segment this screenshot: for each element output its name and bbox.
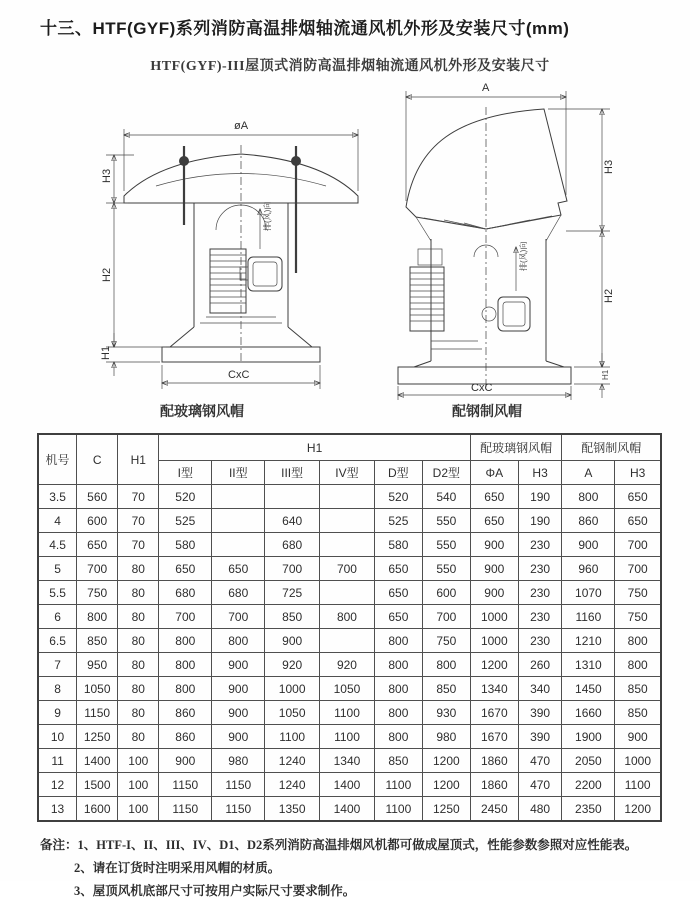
- table-cell: 480: [518, 797, 562, 822]
- table-cell: 700: [615, 557, 661, 581]
- table-cell: [212, 533, 265, 557]
- table-cell: 700: [159, 605, 212, 629]
- table-cell: [320, 533, 375, 557]
- table-cell: 1500: [77, 773, 118, 797]
- note-text: 2、请在订货时注明采用风帽的材质。: [74, 861, 281, 876]
- table-cell: 80: [118, 725, 159, 749]
- column-header-c: C: [77, 434, 118, 485]
- table-cell: 800: [159, 677, 212, 701]
- table-cell: 230: [518, 557, 562, 581]
- dimension-table: [37, 433, 662, 822]
- table-cell: 1000: [470, 629, 518, 653]
- column-header: D2型: [422, 461, 470, 485]
- table-row: [38, 629, 661, 653]
- table-cell: 900: [470, 557, 518, 581]
- column-group-steel-cap: 配钢制风帽: [562, 434, 661, 461]
- table-cell: 1860: [470, 749, 518, 773]
- dimension-H1: [574, 353, 610, 398]
- table-cell: 1660: [562, 701, 615, 725]
- airflow-direction-label: 排(风)向: [263, 201, 272, 231]
- table-cell: 680: [159, 581, 212, 605]
- table-cell: 900: [562, 533, 615, 557]
- table-cell: 1200: [422, 749, 470, 773]
- table-cell: 80: [118, 581, 159, 605]
- table-cell: 4.5: [38, 533, 77, 557]
- dim-label-cxc: CxC: [471, 382, 493, 394]
- table-cell: 1070: [562, 581, 615, 605]
- table-cell: 980: [212, 749, 265, 773]
- column-group-h1: H1: [159, 434, 470, 461]
- dimension-H2: [101, 203, 114, 347]
- table-cell: 1400: [320, 773, 375, 797]
- table-cell: 800: [159, 653, 212, 677]
- table-cell: 7: [38, 653, 77, 677]
- table-cell: 700: [422, 605, 470, 629]
- table-cell: 470: [518, 749, 562, 773]
- table-row: [38, 797, 661, 822]
- table-cell: 525: [159, 509, 212, 533]
- table-cell: 700: [265, 557, 320, 581]
- table-cell: 13: [38, 797, 77, 822]
- table-cell: 800: [374, 725, 422, 749]
- table-cell: 11: [38, 749, 77, 773]
- dim-label-h2: H2: [603, 288, 615, 303]
- table-cell: 1200: [615, 797, 661, 822]
- table-cell: 2450: [470, 797, 518, 822]
- table-header-row-1: [38, 434, 661, 461]
- table-cell: 1150: [212, 773, 265, 797]
- airflow-arrow: [516, 242, 528, 291]
- table-cell: 930: [422, 701, 470, 725]
- table-cell: 850: [265, 605, 320, 629]
- table-cell: 640: [265, 509, 320, 533]
- table-cell: 1100: [320, 701, 375, 725]
- dim-label-h3: H3: [603, 159, 615, 174]
- table-row: [38, 533, 661, 557]
- table-cell: 10: [38, 725, 77, 749]
- table-cell: 900: [212, 653, 265, 677]
- table-cell: 1150: [212, 797, 265, 822]
- table-cell: 960: [562, 557, 615, 581]
- table-cell: 1450: [562, 677, 615, 701]
- table-cell: 1200: [470, 653, 518, 677]
- table-cell: 900: [159, 749, 212, 773]
- table-cell: 190: [518, 509, 562, 533]
- table-cell: 2350: [562, 797, 615, 822]
- table-cell: 1100: [265, 725, 320, 749]
- table-cell: 900: [265, 629, 320, 653]
- dim-label-h3: H3: [101, 168, 113, 183]
- table-cell: 850: [374, 749, 422, 773]
- drawings-area: [0, 77, 700, 429]
- table-cell: 1340: [470, 677, 518, 701]
- column-header: III型: [265, 461, 320, 485]
- table-cell: 950: [77, 653, 118, 677]
- table-cell: 340: [518, 677, 562, 701]
- table-cell: 1310: [562, 653, 615, 677]
- page-subtitle: HTF(GYF)-III屋顶式消防高温排烟轴流通风机外形及安装尺寸: [150, 59, 550, 74]
- table-cell: 540: [422, 485, 470, 509]
- junction-box: [482, 297, 530, 331]
- table-cell: 1250: [77, 725, 118, 749]
- table-cell: 580: [374, 533, 422, 557]
- column-header: H3: [518, 461, 562, 485]
- table-cell: 800: [77, 605, 118, 629]
- table-cell: 750: [615, 581, 661, 605]
- table-row: [38, 557, 661, 581]
- note-text: 1、HTF-I、II、III、IV、D1、D2系列消防高温排烟风机都可做成屋顶式，性能参数参照对应性能表。: [77, 838, 638, 852]
- table-cell: 1050: [265, 701, 320, 725]
- table-cell: 650: [212, 557, 265, 581]
- table-cell: 1400: [320, 797, 375, 822]
- table-cell: 550: [422, 509, 470, 533]
- table-cell: 230: [518, 605, 562, 629]
- table-cell: 470: [518, 773, 562, 797]
- dim-label-h2: H2: [101, 267, 113, 282]
- table-cell: 1900: [562, 725, 615, 749]
- table-cell: [265, 485, 320, 509]
- table-cell: 800: [212, 629, 265, 653]
- table-cell: 650: [374, 605, 422, 629]
- table-cell: 1000: [470, 605, 518, 629]
- dim-label-h1: H1: [100, 345, 112, 360]
- table-cell: 190: [518, 485, 562, 509]
- table-body: [38, 485, 661, 822]
- table-cell: 750: [77, 581, 118, 605]
- column-header: IV型: [320, 461, 375, 485]
- table-cell: 520: [159, 485, 212, 509]
- table-cell: 8: [38, 677, 77, 701]
- table-cell: 580: [159, 533, 212, 557]
- column-header-h1: H1: [118, 434, 159, 485]
- table-cell: 600: [422, 581, 470, 605]
- table-cell: 800: [374, 701, 422, 725]
- table-cell: 1150: [77, 701, 118, 725]
- table-cell: 1240: [265, 773, 320, 797]
- page-title: 十三、HTF(GYF)系列消防高温排烟轴流通风机外形及安装尺寸(mm): [40, 19, 570, 38]
- table-cell: 700: [320, 557, 375, 581]
- table-cell: 230: [518, 533, 562, 557]
- dim-label-a: A: [482, 82, 490, 94]
- column-header: I型: [159, 461, 212, 485]
- table-cell: 860: [562, 509, 615, 533]
- frp-cap-fan-drawing: [98, 99, 383, 394]
- table-cell: 1100: [374, 797, 422, 822]
- notes-section: [40, 834, 700, 903]
- table-cell: 1670: [470, 701, 518, 725]
- table-cell: 3.5: [38, 485, 77, 509]
- table-cell: 1670: [470, 725, 518, 749]
- table-cell: 9: [38, 701, 77, 725]
- table-row: [38, 581, 661, 605]
- table-row: [38, 485, 661, 509]
- table-cell: 850: [615, 677, 661, 701]
- table-cell: 920: [320, 653, 375, 677]
- table-cell: 5.5: [38, 581, 77, 605]
- table-cell: 6.5: [38, 629, 77, 653]
- table-cell: 850: [615, 701, 661, 725]
- table-cell: 700: [77, 557, 118, 581]
- steel-cap-outline: [406, 109, 567, 229]
- note-text: 3、屋顶风机底部尺寸可按用户实际尺寸要求制作。: [74, 884, 356, 899]
- table-cell: 1340: [320, 749, 375, 773]
- table-cell: 850: [77, 629, 118, 653]
- table-cell: 800: [374, 653, 422, 677]
- table-cell: 850: [422, 677, 470, 701]
- dimension-H2: [574, 231, 615, 367]
- table-cell: 900: [470, 533, 518, 557]
- table-cell: 12: [38, 773, 77, 797]
- column-header: ΦA: [470, 461, 518, 485]
- table-cell: 2050: [562, 749, 615, 773]
- table-cell: 650: [470, 485, 518, 509]
- column-group-frp-cap: 配玻璃钢风帽: [470, 434, 562, 461]
- left-drawing-caption: 配玻璃钢风帽: [160, 405, 244, 420]
- table-cell: [320, 509, 375, 533]
- table-cell: 1350: [265, 797, 320, 822]
- table-cell: 700: [615, 533, 661, 557]
- table-cell: 650: [615, 485, 661, 509]
- note-line-2: [40, 857, 700, 880]
- table-cell: 650: [159, 557, 212, 581]
- table-row: [38, 749, 661, 773]
- table-cell: 70: [118, 509, 159, 533]
- table-cell: 900: [615, 725, 661, 749]
- table-cell: 100: [118, 773, 159, 797]
- dimension-H3: [101, 155, 134, 203]
- table-cell: 1100: [374, 773, 422, 797]
- table-cell: 230: [518, 581, 562, 605]
- table-cell: 520: [374, 485, 422, 509]
- table-row: [38, 605, 661, 629]
- table-cell: 1160: [562, 605, 615, 629]
- table-cell: 4: [38, 509, 77, 533]
- table-cell: 390: [518, 701, 562, 725]
- table-cell: 1000: [615, 749, 661, 773]
- table-cell: 860: [159, 701, 212, 725]
- dim-label-cxc: CxC: [228, 369, 250, 381]
- table-row: [38, 773, 661, 797]
- table-row: [38, 725, 661, 749]
- dimension-H3: [548, 109, 615, 231]
- table-cell: [320, 485, 375, 509]
- table-cell: 390: [518, 725, 562, 749]
- column-header: A: [562, 461, 615, 485]
- table-cell: 800: [422, 653, 470, 677]
- table-cell: 100: [118, 797, 159, 822]
- table-cell: 700: [212, 605, 265, 629]
- dimension-CxC: [398, 382, 571, 400]
- table-cell: 6: [38, 605, 77, 629]
- dimension-CxC: [162, 365, 320, 389]
- table-cell: 900: [212, 725, 265, 749]
- table-cell: 600: [77, 509, 118, 533]
- note-line-3: [40, 880, 700, 903]
- table-cell: 1600: [77, 797, 118, 822]
- table-cell: 230: [518, 629, 562, 653]
- table-cell: [320, 629, 375, 653]
- table-cell: 70: [118, 533, 159, 557]
- table-cell: 800: [159, 629, 212, 653]
- table-cell: 260: [518, 653, 562, 677]
- table-cell: 900: [212, 677, 265, 701]
- table-cell: 550: [422, 557, 470, 581]
- table-cell: 860: [159, 725, 212, 749]
- table-cell: 650: [374, 557, 422, 581]
- table-cell: 725: [265, 581, 320, 605]
- table-cell: 70: [118, 485, 159, 509]
- table-cell: 800: [615, 629, 661, 653]
- table-cell: 1250: [422, 797, 470, 822]
- table-cell: 80: [118, 653, 159, 677]
- airflow-arrow: [260, 202, 272, 249]
- dim-label-phiA: øA: [234, 120, 249, 132]
- table-cell: 2200: [562, 773, 615, 797]
- table-cell: 1210: [562, 629, 615, 653]
- table-cell: 80: [118, 557, 159, 581]
- table-cell: 920: [265, 653, 320, 677]
- dim-label-h1: H1: [601, 369, 610, 380]
- table-cell: 1000: [265, 677, 320, 701]
- table-cell: 650: [615, 509, 661, 533]
- table-cell: 560: [77, 485, 118, 509]
- note-line-1: [40, 834, 700, 857]
- dimension-H1: [100, 333, 166, 376]
- table-cell: 800: [320, 605, 375, 629]
- table-row: [38, 509, 661, 533]
- table-cell: 1150: [159, 797, 212, 822]
- table-cell: 80: [118, 677, 159, 701]
- table-cell: 650: [374, 581, 422, 605]
- table-row: [38, 677, 661, 701]
- table-cell: 1400: [77, 749, 118, 773]
- table-cell: 1100: [320, 725, 375, 749]
- table-cell: [212, 485, 265, 509]
- table-cell: 1050: [320, 677, 375, 701]
- table-cell: 650: [77, 533, 118, 557]
- table-cell: 80: [118, 701, 159, 725]
- airflow-direction-label: 排(风)向: [519, 241, 528, 271]
- column-header: II型: [212, 461, 265, 485]
- table-cell: 1050: [77, 677, 118, 701]
- table-cell: 1150: [159, 773, 212, 797]
- table-cell: 980: [422, 725, 470, 749]
- column-header-jihao: 机号: [38, 434, 77, 485]
- table-cell: 800: [562, 485, 615, 509]
- table-cell: 800: [374, 677, 422, 701]
- table-cell: 750: [422, 629, 470, 653]
- table-row: [38, 701, 661, 725]
- table-cell: 550: [422, 533, 470, 557]
- right-drawing-caption: 配钢制风帽: [452, 405, 522, 420]
- table-cell: 900: [212, 701, 265, 725]
- table-cell: 650: [470, 509, 518, 533]
- steel-cap-fan-drawing: [386, 79, 648, 401]
- table-cell: 750: [615, 605, 661, 629]
- table-cell: [320, 581, 375, 605]
- table-cell: 5: [38, 557, 77, 581]
- table-cell: 1240: [265, 749, 320, 773]
- table-cell: 100: [118, 749, 159, 773]
- fan-body-outline: [410, 215, 564, 367]
- table-cell: 680: [212, 581, 265, 605]
- table-cell: 1200: [422, 773, 470, 797]
- column-header: D型: [374, 461, 422, 485]
- table-cell: 525: [374, 509, 422, 533]
- table-cell: 680: [265, 533, 320, 557]
- table-cell: 1860: [470, 773, 518, 797]
- table-cell: 80: [118, 605, 159, 629]
- notes-label: 备注：: [40, 838, 78, 852]
- table-row: [38, 653, 661, 677]
- table-cell: 800: [374, 629, 422, 653]
- table-cell: 1100: [615, 773, 661, 797]
- table-cell: 80: [118, 629, 159, 653]
- column-header: H3: [615, 461, 661, 485]
- table-cell: 900: [470, 581, 518, 605]
- table-cell: 800: [615, 653, 661, 677]
- table-cell: [212, 509, 265, 533]
